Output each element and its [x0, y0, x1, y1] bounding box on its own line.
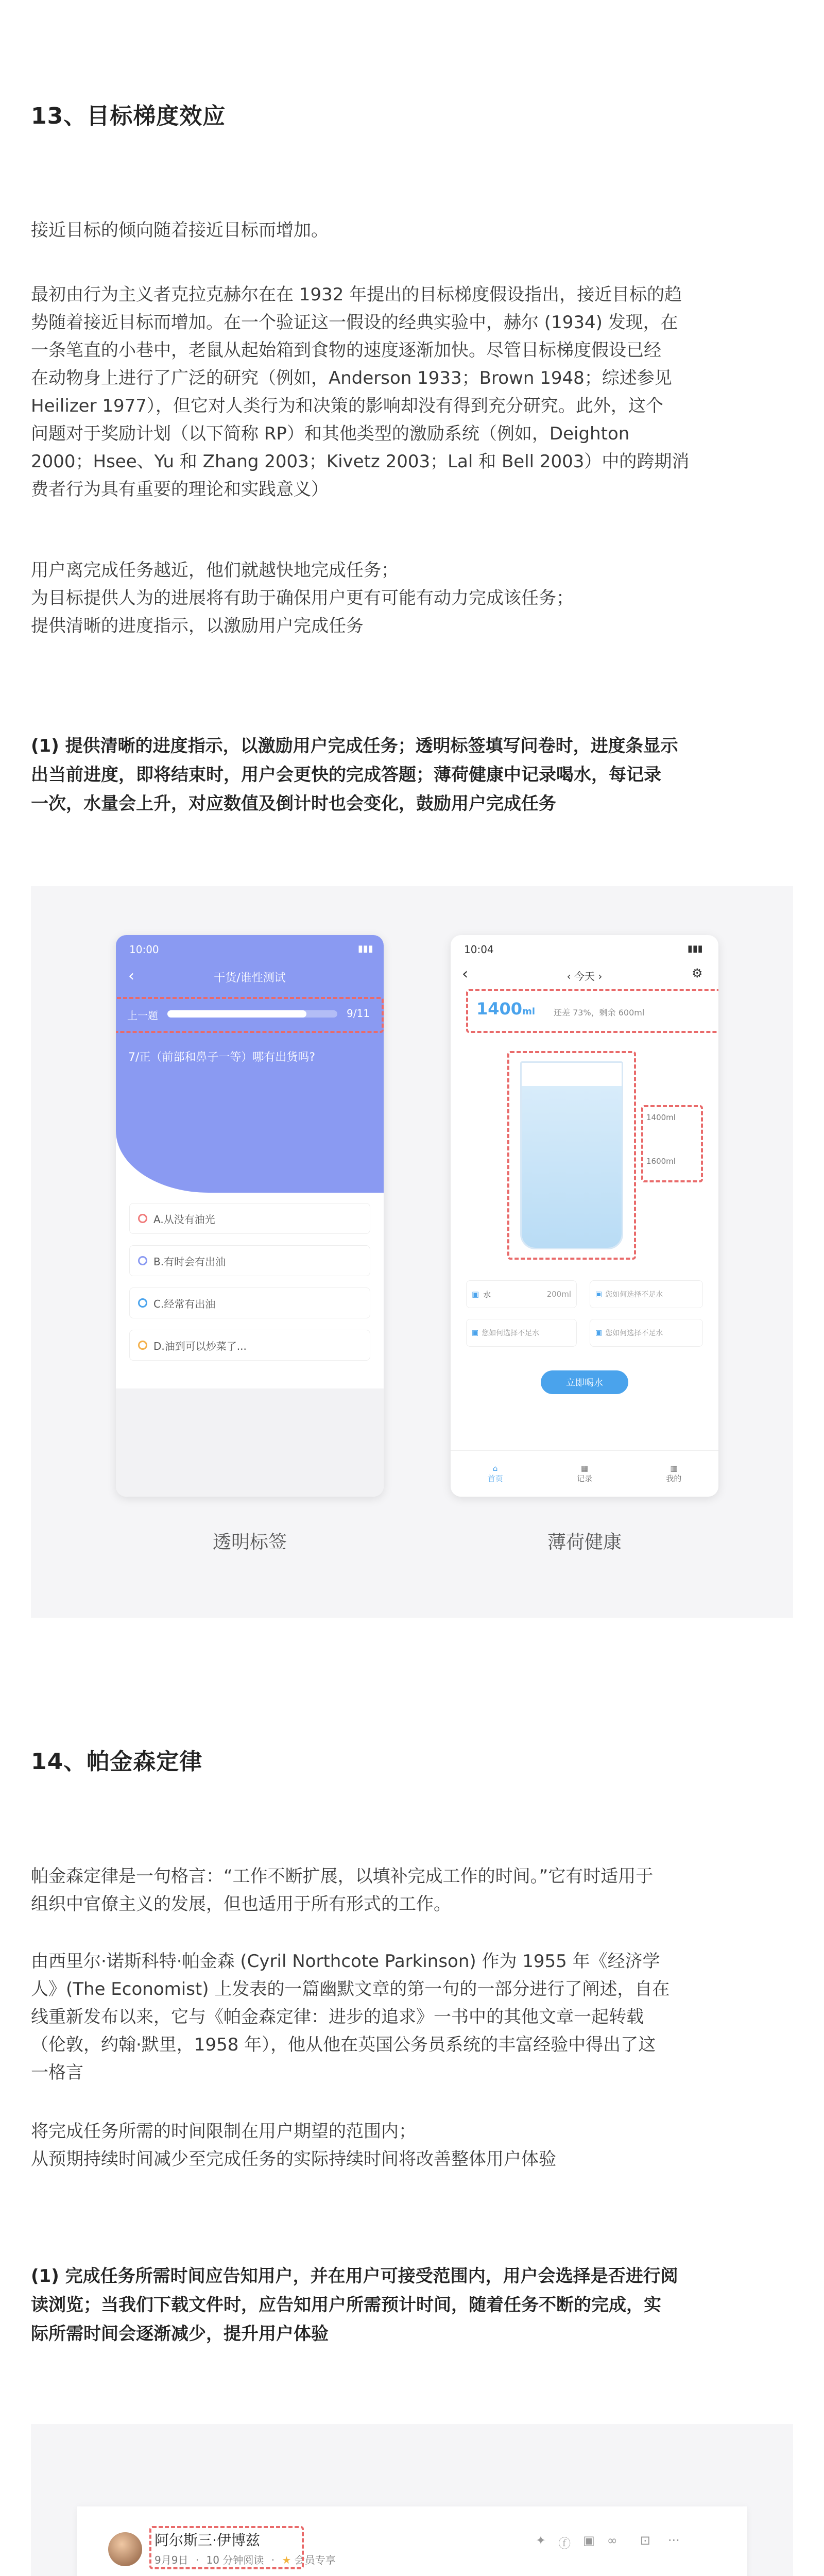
progress-bar-fill	[167, 1010, 306, 1018]
text-line: 一次，水量会上升，对应数值及倒计时也会变化，鼓励用户完成任务	[31, 793, 556, 814]
text-line: 读浏览；当我们下载文件时，应告知用户所需预计时间，随着任务不断的完成，实	[31, 2295, 661, 2315]
text-line: 一格言	[31, 2062, 83, 2083]
amount-value: 1400	[476, 999, 523, 1019]
text-line: 最初由行为主义者克拉克赫尔在在 1932 年提出的目标梯度假设指出，接近目标的趋	[31, 284, 682, 305]
paragraph-2	[31, 556, 574, 640]
chart-icon: ▥	[670, 1464, 678, 1473]
text-line: 人》(The Economist) 上发表的一篇幽默文章的第一句的一部分进行了阐述，自在	[31, 1979, 670, 1999]
phone-mockup-transparent-label	[116, 935, 384, 1497]
text-line: 线重新发布以来，它与《帕金森定律：进步的追求》一书中的其他文章一起转载	[31, 2007, 644, 2027]
radio-icon	[138, 1256, 147, 1265]
screen-title: 干货/谁性测试	[214, 972, 286, 985]
card-label: 您如何选择不足水	[605, 1329, 663, 1337]
text-line: Heilizer 1977），但它对人类行为和决策的影响却没有得到充分研究。此外，这个	[31, 396, 663, 416]
separator: ·	[271, 2554, 275, 2566]
article-card	[77, 2506, 747, 2576]
read-time-highlight-box	[149, 2526, 304, 2569]
record-card-water[interactable]	[466, 1280, 577, 1308]
option-label: C.经常有出油	[153, 1297, 216, 1310]
text-line: 费者行为具有重要的理论和实践意义）	[31, 479, 329, 500]
bottom-tab-bar	[451, 1450, 718, 1497]
gear-icon[interactable]: ⚙	[692, 966, 703, 980]
water-amount	[476, 999, 535, 1019]
battery-icon: ▮▮▮	[358, 943, 373, 954]
amount-unit: ml	[522, 1006, 535, 1017]
article-date: 9月9日	[154, 2554, 188, 2566]
text-line: 从预期持续时间减少至完成任务的实际持续时间将改善整体用户体验	[31, 2149, 556, 2170]
option-b[interactable]	[129, 1245, 370, 1276]
tab-record[interactable]	[577, 1464, 592, 1484]
highlight-paragraph	[31, 732, 678, 818]
section-title-14: 14、帕金森定律	[31, 1749, 203, 1775]
text-line: 将完成任务所需的时间限制在用户期望的范围内；	[31, 2121, 416, 2142]
water-cup	[520, 1061, 623, 1249]
cup-icon: ▣	[595, 1329, 603, 1337]
text-line: 为目标提供人为的进展将有助于确保用户更有可能有动力完成该任务；	[31, 588, 574, 608]
tab-label: 首页	[487, 1474, 503, 1483]
text-line: 一条笔直的小巷中，老鼠从起始箱到食物的速度逐渐加快。尽管目标梯度假设已经	[31, 340, 661, 361]
card-value: 200ml	[546, 1290, 571, 1299]
card-label: 水	[483, 1290, 491, 1299]
record-card-2[interactable]	[590, 1280, 703, 1308]
option-a[interactable]	[129, 1203, 370, 1234]
drink-now-button[interactable]: 立即喝水	[541, 1370, 628, 1394]
text-line: 提供清晰的进度指示，以激励用户完成任务	[31, 616, 364, 636]
status-time: 10:04	[464, 943, 494, 956]
tab-profile[interactable]	[666, 1464, 681, 1484]
caption-transparent-label: 透明标签	[212, 1532, 287, 1553]
phone-mockup-mint-health	[451, 935, 718, 1497]
twitter-icon[interactable]: ✦	[536, 2533, 546, 2548]
card-label: 您如何选择不足水	[482, 1329, 540, 1337]
paragraph-1	[31, 281, 798, 503]
caption-mint-health: 薄荷健康	[547, 1532, 622, 1553]
bookmark-icon[interactable]: ⊡	[640, 2533, 650, 2548]
more-icon[interactable]: ···	[667, 2533, 680, 2548]
option-label: D.油到可以炒菜了...	[153, 1340, 247, 1352]
progress-count: 9/11	[347, 1007, 370, 1020]
cup-scale-label-2: 1600ml	[646, 1157, 676, 1166]
cup-icon: ▣	[595, 1290, 603, 1298]
text-line: 问题对于奖励计划（以下简称 RP）和其他类型的激励系统（例如，Deighton	[31, 423, 630, 444]
text-line: 由西里尔·诺斯科特·帕金森 (Cyril Northcote Parkinson) 作为 1955 年《经济学	[31, 1951, 660, 1972]
cup-scale-label-1: 1400ml	[646, 1113, 676, 1122]
text-line: （伦敦，约翰·默里，1958 年），他从他在英国公务员系统的丰富经验中得出了这	[31, 2035, 656, 2055]
cup-icon: ▣	[472, 1290, 479, 1299]
member-badge: 会员专享	[294, 2554, 336, 2566]
water-level	[522, 1086, 622, 1248]
paragraph-14-2	[31, 1947, 670, 2087]
tab-home[interactable]	[488, 1464, 503, 1484]
highlight-paragraph-14	[31, 2262, 678, 2348]
progress-label[interactable]: 上一题	[127, 1009, 158, 1022]
option-d[interactable]	[129, 1330, 370, 1361]
text-line: 在动物身上进行了广泛的研究（例如，Anderson 1933；Brown 1948；综述参见	[31, 368, 672, 388]
card-label: 您如何选择不足水	[605, 1291, 663, 1299]
bottom-empty-area	[116, 1388, 384, 1497]
progress-bar-track	[167, 1010, 337, 1018]
battery-icon: ▮▮▮	[688, 943, 703, 954]
share-icons	[536, 2533, 680, 2551]
radio-icon	[138, 1341, 147, 1350]
back-icon[interactable]: ‹	[462, 965, 468, 983]
tab-label: 我的	[666, 1474, 682, 1483]
home-icon: ⌂	[492, 1464, 498, 1473]
question-text: 7/正（前部和鼻子一等）哪有出货吗?	[128, 1051, 316, 1064]
calendar-icon: ▦	[580, 1464, 589, 1473]
options-list	[129, 1203, 370, 1361]
chevron-right-icon[interactable]: ›	[598, 970, 603, 982]
chevron-left-icon[interactable]: ‹	[566, 970, 571, 982]
example-panel-14	[31, 2424, 793, 2576]
record-card-3[interactable]	[466, 1319, 577, 1347]
option-c[interactable]	[129, 1287, 370, 1318]
text-line: 出当前进度，即将结束时，用户会更快的完成答题；薄荷健康中记录喝水，每记录	[31, 765, 661, 785]
text-line: 2000；Hsee、Yu 和 Zhang 2003；Kivetz 2003；Lal 和 Bell 2003）中的跨期消	[31, 451, 690, 472]
intro-text: 接近目标的倾向随着接近目标而增加。	[31, 220, 329, 241]
read-time: 10 分钟阅读	[206, 2554, 264, 2566]
text-line: 际所需时间会逐渐减少，提升用户体验	[31, 2324, 329, 2344]
record-card-4[interactable]	[590, 1319, 703, 1347]
paragraph-14-1	[31, 1862, 653, 1918]
date-selector[interactable]	[543, 968, 626, 983]
cup-icon: ▣	[472, 1329, 479, 1337]
option-label: A.从没有油光	[153, 1213, 215, 1226]
separator: ·	[195, 2554, 199, 2566]
text-line: (1) 提供清晰的进度指示，以激励用户完成任务；透明标签填写问卷时，进度条显示	[31, 736, 678, 756]
text-line: 势随着接近目标而增加。在一个验证这一假设的经典实验中，赫尔 (1934) 发现，在	[31, 312, 678, 333]
option-label: B.有时会有出油	[153, 1255, 226, 1268]
status-time: 10:00	[129, 943, 159, 956]
back-icon[interactable]: ‹	[128, 967, 134, 985]
facebook-icon[interactable]: ⓕ	[558, 2536, 571, 2551]
avatar[interactable]	[108, 2532, 142, 2566]
paragraph-14-3	[31, 2117, 556, 2173]
text-line: 帕金森定律是一句格言：“工作不断扩展，以填补完成工作的时间。”它有时适用于	[31, 1866, 654, 1887]
link-icon[interactable]: ∞	[607, 2533, 617, 2548]
author-name[interactable]: 阿尔斯三·伊博兹	[154, 2532, 260, 2549]
example-panel-13	[31, 886, 793, 1618]
date-label: 今天	[574, 970, 595, 982]
tab-label: 记录	[576, 1474, 592, 1483]
linkedin-icon[interactable]: ▣	[583, 2533, 595, 2548]
text-line: 组织中官僚主义的发展，但也适用于所有形式的工作。	[31, 1894, 451, 1914]
star-icon: ★	[282, 2554, 291, 2566]
radio-icon	[138, 1214, 147, 1223]
radio-icon	[138, 1298, 147, 1308]
text-line: (1) 完成任务所需时间应告知用户，并在用户可接受范围内，用户会选择是否进行阅	[31, 2266, 678, 2286]
section-title-13: 13、目标梯度效应	[31, 103, 226, 129]
water-stats: 还差 73%，剩余 600ml	[554, 1008, 645, 1018]
text-line: 用户离完成任务越近，他们就越快地完成任务；	[31, 560, 399, 581]
